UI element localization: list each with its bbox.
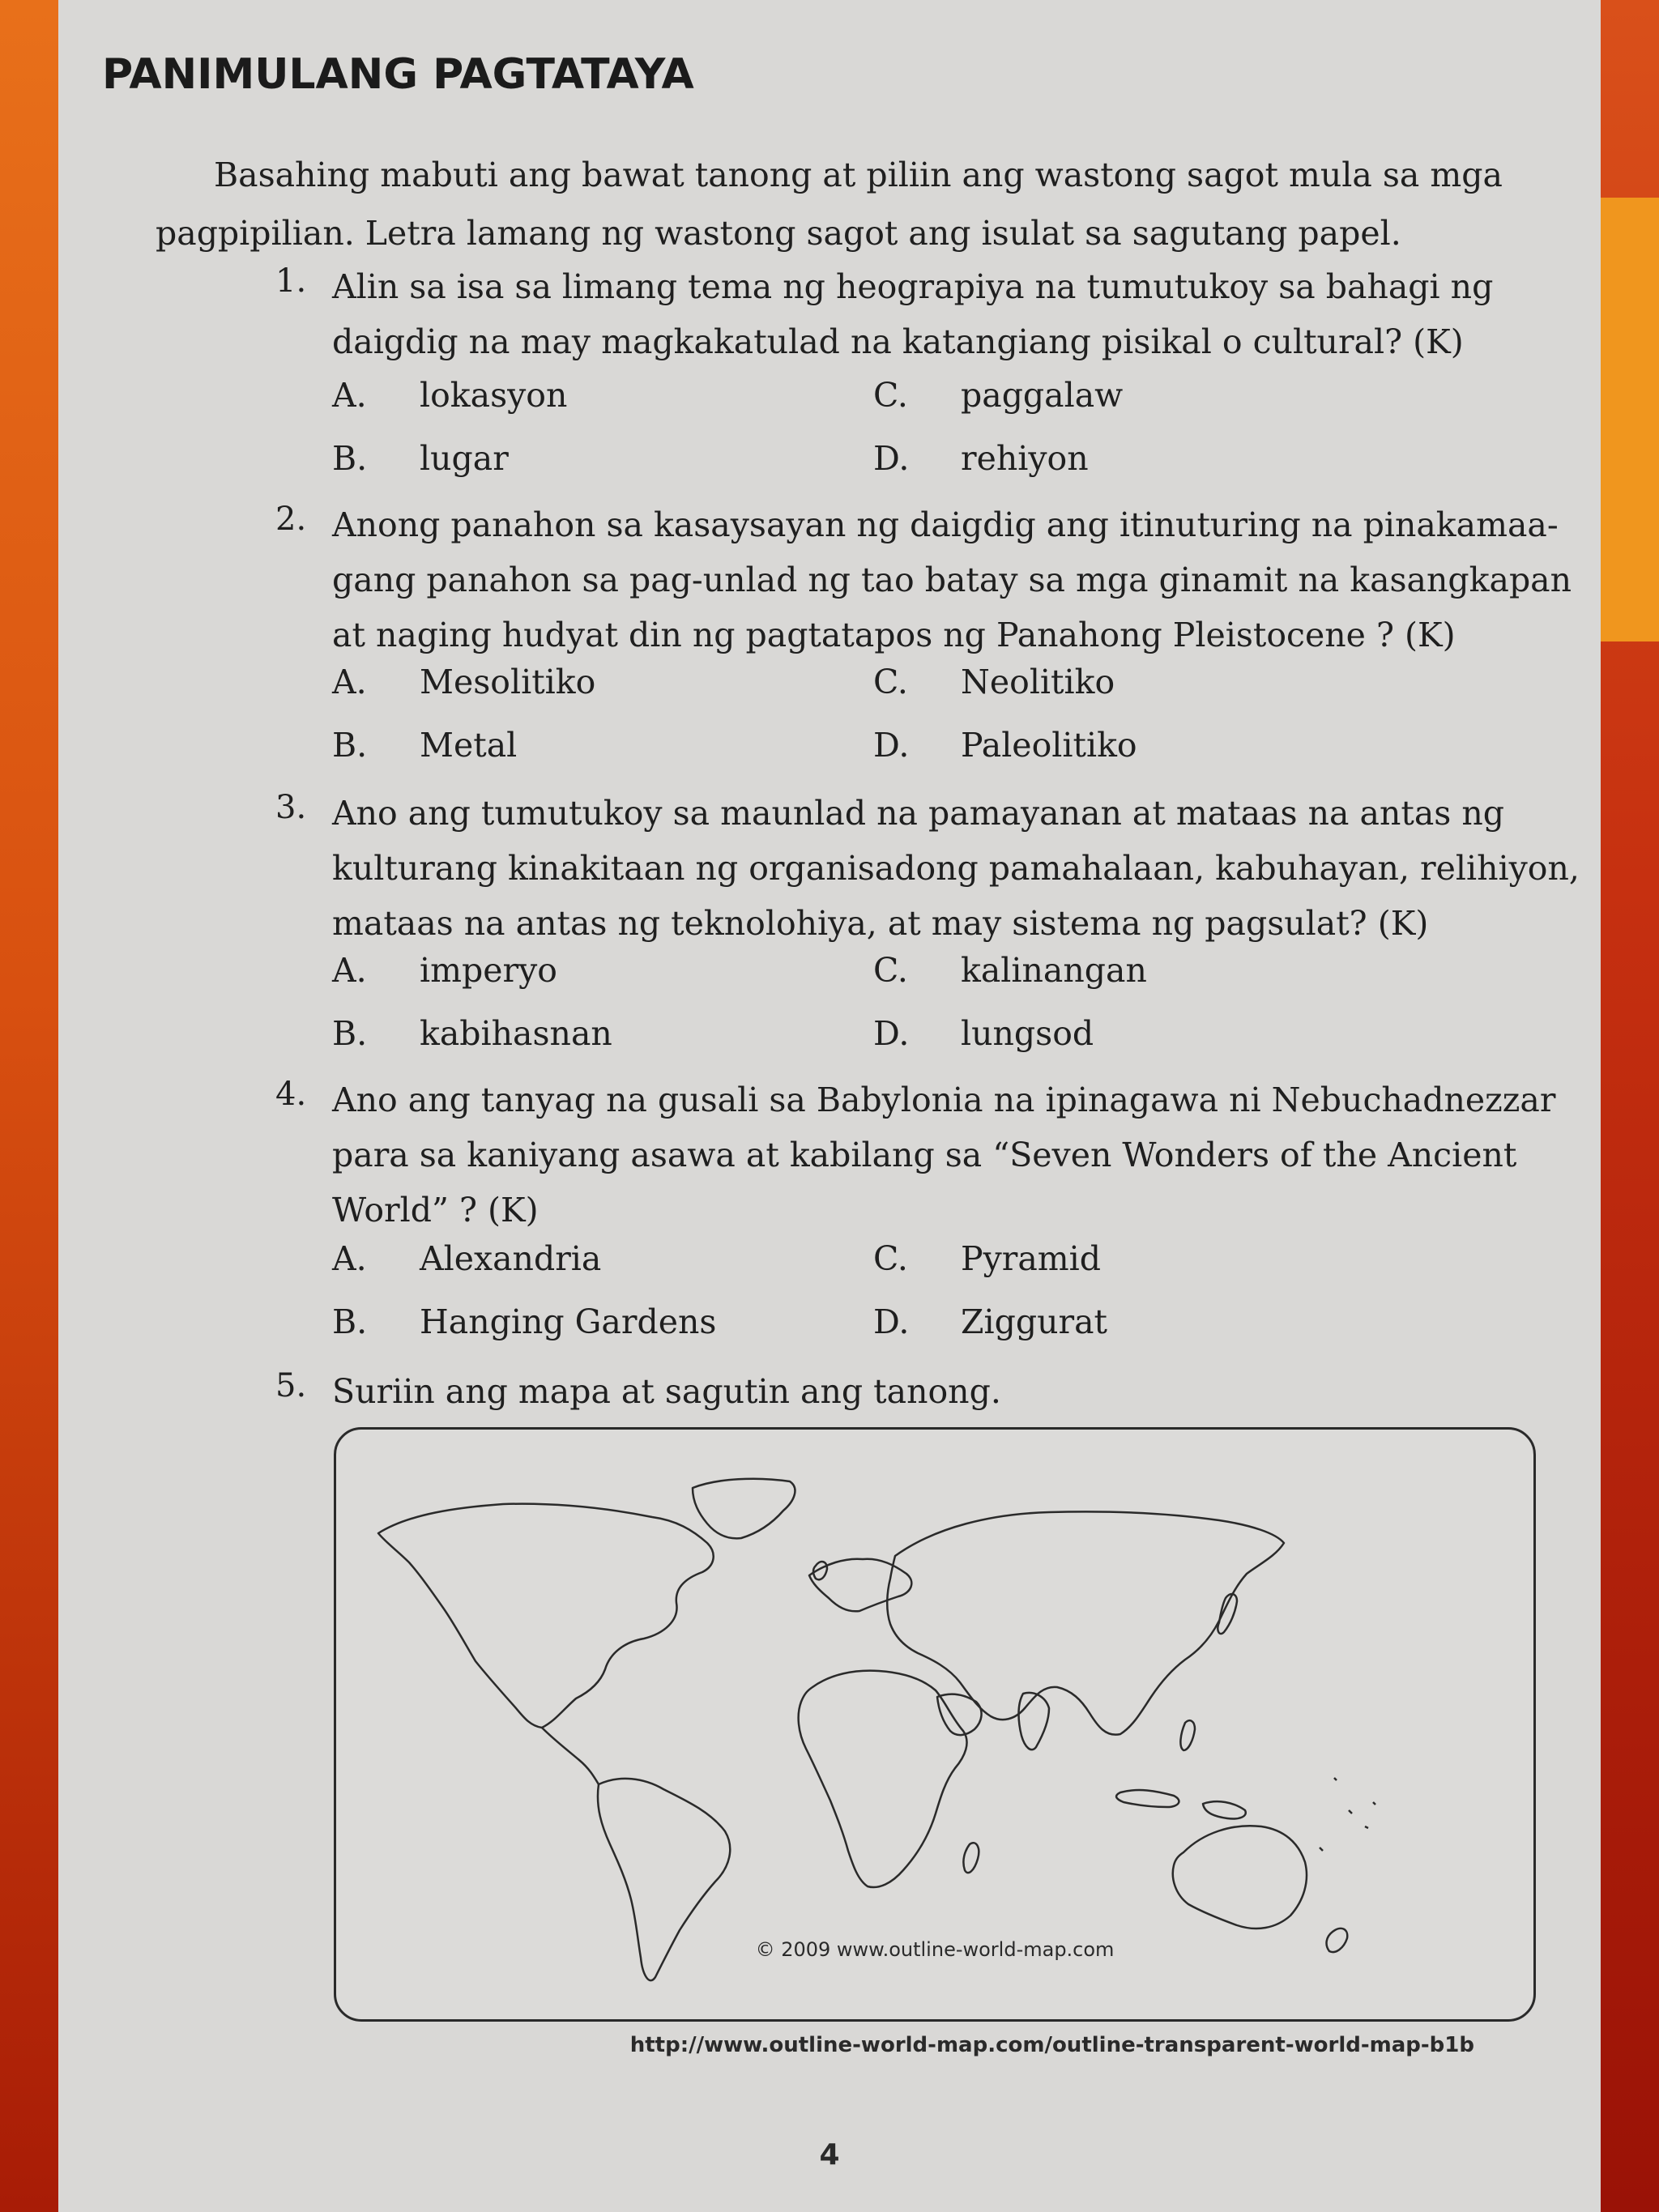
madagascar-outline — [963, 1843, 979, 1873]
choice-letter: B. — [332, 439, 368, 478]
north-america-outline — [378, 1504, 714, 1728]
question-line: Ano ang tanyag na gusali sa Babylonia na ipinagawa ni Nebuchadnezzar — [332, 1080, 1556, 1119]
australia-outline — [1173, 1826, 1307, 1929]
choice-text: Paleolitiko — [961, 726, 1137, 765]
question-line: at naging hudyat din ng pagtatapos ng Panahong Pleistocene ? (K) — [332, 616, 1456, 654]
philippines-outline — [1180, 1720, 1195, 1750]
choice-b — [332, 1014, 612, 1053]
india-outline — [1019, 1693, 1050, 1750]
instruction-line: pagpipilian. Letra lamang ng wastong sagot ang isulat sa sagutang papel. — [156, 214, 1401, 253]
choice-a — [332, 663, 595, 701]
choice-d — [873, 726, 1137, 765]
new-guinea-outline — [1203, 1801, 1246, 1818]
choice-letter: D. — [873, 439, 910, 478]
question-number: 1. — [275, 262, 307, 300]
pacific-islands-outline — [1320, 1778, 1375, 1851]
question-text — [332, 497, 1612, 663]
choice-letter: A. — [332, 376, 367, 415]
choice-b — [332, 1302, 716, 1341]
choice-letter: B. — [332, 726, 368, 765]
indonesia-outline — [1116, 1790, 1179, 1807]
choice-c — [873, 951, 1147, 990]
choice-letter: D. — [873, 1014, 910, 1053]
question-line: kulturang kinakitaan ng organisadong pamahalaan, kabuhayan, relihiyon, — [332, 849, 1580, 888]
choice-d — [873, 439, 1089, 478]
question-text — [332, 1364, 1612, 1419]
choice-letter: B. — [332, 1302, 368, 1341]
question-text — [332, 259, 1612, 369]
map-source-url: http://www.outline-world-map.com/outline-transparent-world-map-b1b — [629, 2033, 1474, 2057]
choice-c — [873, 376, 1123, 415]
choice-text: Metal — [420, 726, 518, 765]
instructions — [156, 146, 1591, 262]
choice-letter: D. — [873, 1302, 910, 1341]
choice-letter: C. — [873, 376, 908, 415]
choice-a — [332, 1239, 601, 1278]
central-america-outline — [542, 1728, 599, 1784]
question-line: Anong panahon sa kasaysayan ng daigdig ang itinuturing na pinakamaa- — [332, 505, 1559, 544]
question-line: Alin sa isa sa limang tema ng heograpiya na tumutukoy sa bahagi ng — [332, 267, 1494, 306]
world-map — [336, 1430, 1533, 2019]
question-line: Ano ang tumutukoy sa maunlad na pamayanan at mataas na antas ng — [332, 794, 1504, 833]
choice-text: lugar — [420, 439, 509, 478]
question-number: 5. — [275, 1367, 307, 1404]
choice-d — [873, 1302, 1107, 1341]
question-number: 3. — [275, 789, 307, 826]
question-line: para sa kaniyang asawa at kabilang sa “Seven Wonders of the Ancient — [332, 1136, 1517, 1174]
asia-outline — [887, 1511, 1284, 1734]
choice-letter: A. — [332, 951, 367, 990]
question-line: mataas na antas ng teknolohiya, at may sistema ng pagsulat? (K) — [332, 904, 1429, 943]
japan-outline — [1218, 1594, 1237, 1634]
choice-text: Mesolitiko — [420, 663, 596, 701]
choice-b — [332, 726, 517, 765]
choice-text: Ziggurat — [961, 1302, 1108, 1341]
choice-letter: C. — [873, 951, 908, 990]
page-title: PANIMULANG PAGTATAYA — [102, 50, 694, 99]
choice-text: Neolitiko — [961, 663, 1115, 701]
europe-outline — [809, 1559, 911, 1612]
choice-text: kalinangan — [961, 951, 1147, 990]
choice-a — [332, 376, 567, 415]
question-line: daigdig na may magkakatulad na katangiang pisikal o cultural? (K) — [332, 322, 1464, 361]
choice-letter: C. — [873, 1239, 908, 1278]
choice-text: kabihasnan — [420, 1014, 612, 1053]
choice-a — [332, 951, 557, 990]
question-line: Suriin ang mapa at sagutin ang tanong. — [332, 1372, 1001, 1411]
choice-text: paggalaw — [961, 376, 1124, 415]
choice-text: Pyramid — [961, 1239, 1102, 1278]
africa-outline — [799, 1671, 967, 1887]
map-credit: © 2009 www.outline-world-map.com — [755, 1938, 1115, 1961]
choice-c — [873, 663, 1115, 701]
choice-letter: A. — [332, 1239, 367, 1278]
choice-letter: A. — [332, 663, 367, 701]
choice-text: lokasyon — [420, 376, 568, 415]
page-number: 4 — [819, 2138, 840, 2172]
question-number: 4. — [275, 1076, 307, 1113]
document-page — [58, 0, 1601, 2212]
choice-text: lungsod — [961, 1014, 1094, 1053]
question-line: World” ? (K) — [332, 1191, 539, 1230]
choice-text: Hanging Gardens — [420, 1302, 717, 1341]
question-line: gang panahon sa pag-unlad ng tao batay sa mga ginamit na kasangkapan — [332, 560, 1572, 599]
choice-text: imperyo — [420, 951, 557, 990]
greenland-outline — [693, 1479, 795, 1539]
choice-b — [332, 439, 509, 478]
question-text — [332, 786, 1612, 951]
question-number: 2. — [275, 501, 307, 538]
choice-d — [873, 1014, 1094, 1053]
instruction-line: Basahing mabuti ang bawat tanong at piliin ang wastong sagot mula sa mga — [214, 156, 1503, 194]
choice-letter: B. — [332, 1014, 368, 1053]
world-map-frame — [334, 1427, 1536, 2022]
choice-text: Alexandria — [420, 1239, 602, 1278]
choice-letter: D. — [873, 726, 910, 765]
choice-c — [873, 1239, 1101, 1278]
question-text — [332, 1072, 1612, 1238]
choice-text: rehiyon — [961, 439, 1089, 478]
choice-letter: C. — [873, 663, 908, 701]
